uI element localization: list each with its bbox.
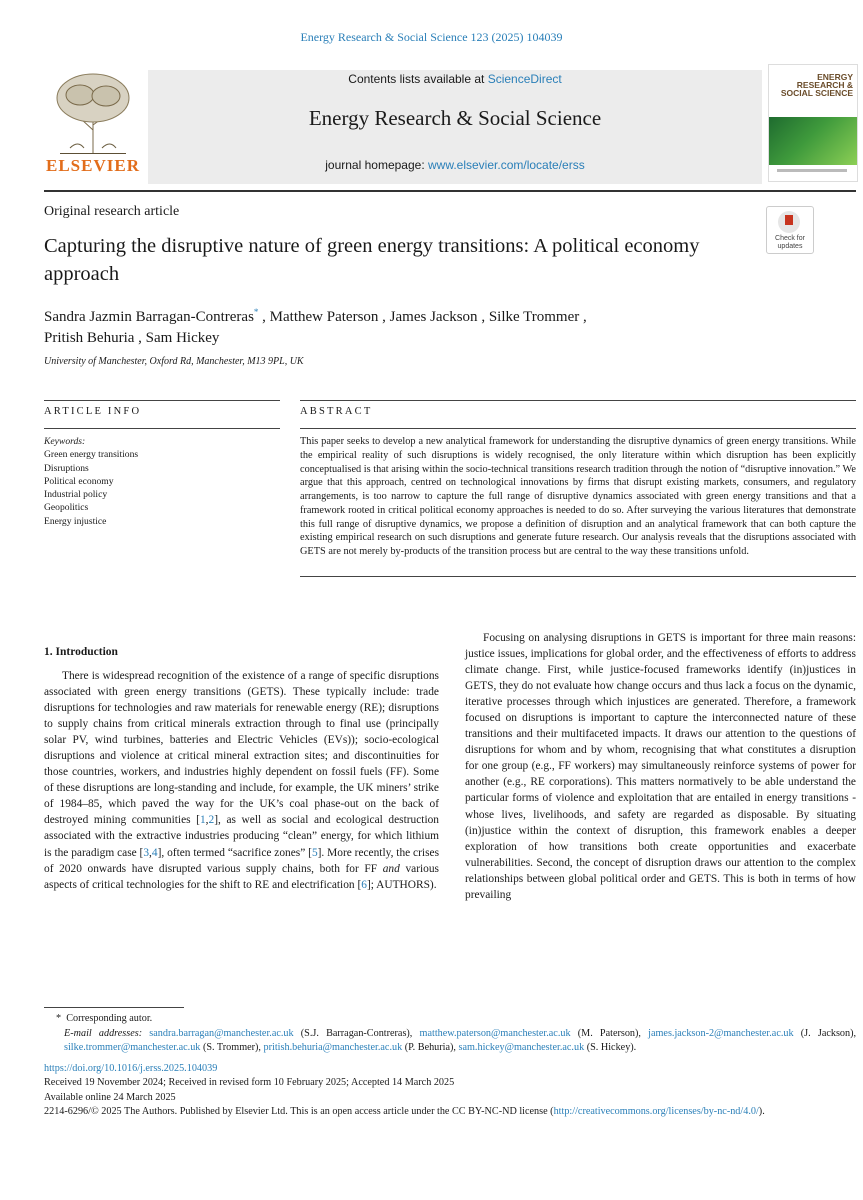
- email-addresses: E-mail addresses: sandra.barragan@manchester.ac.uk (S.J. Barragan-Contreras), matthew.paterson@manchester.ac.uk (M. Paterson), james.jackson-2@manchester.ac.uk (J. Jackson), silke.trommer@manchester.ac.uk (S. Trommer), pritish.behuria@manchester.ac.uk (P. Behuria), sam.hickey@manchester.ac.uk (S. Hickey).: [64, 1027, 857, 1053]
- cover-footer-bar: [777, 169, 847, 172]
- bookmark-icon: [785, 215, 793, 225]
- contents-prefix: Contents lists available at: [348, 72, 488, 86]
- check-for-updates-button[interactable]: [766, 206, 814, 254]
- article-info-rule: [44, 400, 280, 401]
- author-list: Sandra Jazmin Barragan-Contreras* , Matthew Paterson , James Jackson , Silke Trommer , Pritish Behuria , Sam Hickey: [44, 307, 587, 346]
- author-name[interactable]: Sam Hickey: [145, 330, 220, 346]
- email-link[interactable]: james.jackson-2@manchester.ac.uk: [648, 1027, 794, 1039]
- author-name[interactable]: Silke Trommer: [488, 309, 580, 325]
- cover-image: [769, 117, 857, 165]
- elsevier-tree-icon: [50, 70, 136, 154]
- email-link[interactable]: pritish.behuria@manchester.ac.uk: [263, 1042, 403, 1053]
- reference-link[interactable]: 4: [151, 846, 158, 859]
- corresponding-note: * Corresponding autor.: [56, 1013, 153, 1024]
- section-heading-introduction: 1. Introduction: [44, 646, 118, 658]
- keyword: Energy injustice: [44, 515, 107, 527]
- author-name[interactable]: Matthew Paterson: [269, 309, 379, 325]
- affiliation: University of Manchester, Oxford Rd, Manchester, M13 9PL, UK: [44, 356, 304, 367]
- homepage-prefix: journal homepage:: [325, 158, 428, 172]
- intro-paragraph-left: There is widespread recognition of the existence of a range of specific disruptions associated with green energy transitions (GETS). These typically include: trade disruptions for technologies and raw materials for renewable energy (RE); disruptions to supply chains from critical minerals extraction through to final use (principally solar PV, wind turbines, batteries and Electric Vehicles (EVs)); socio-ecological disruptions and violence at critical mineral extraction sites; and discontinuities for those countries, workers, and industries highly dependent on fossil fuels (FF). Some of these disruptions are long-standing and include, for example, the UK miners’ strike of 1984–85, which paved the way for the UK’s coal phase-out on the back of destroyed mining communities [1,2], as well as social and ecological destruction associated with the extractive industries producing “clean” energy, for which lithium is the paradigm case [3,4], often termed “sacrifice zones” [5]. More recently, the crises of 2020 onwards have disrupted various supply chains, both for FF and various aspects of critical technologies for the shift to RE and electrification [6]; AUTHORS).: [44, 670, 440, 891]
- elsevier-logo: [44, 70, 142, 180]
- journal-citation[interactable]: Energy Research & Social Science 123 (2025) 104039: [300, 30, 563, 44]
- keywords-label: Keywords:: [44, 436, 86, 447]
- license-link[interactable]: http://creativecommons.org/licenses/by-nc-nd/4.0/: [553, 1106, 759, 1117]
- corresponding-author-mark[interactable]: *: [253, 307, 259, 317]
- keywords-section: [44, 435, 280, 528]
- keyword: Industrial policy: [44, 489, 108, 501]
- footnote-divider: [44, 1007, 184, 1008]
- keyword: Disruptions: [44, 462, 89, 474]
- email-link[interactable]: matthew.paterson@manchester.ac.uk: [419, 1027, 571, 1039]
- journal-cover-thumbnail[interactable]: [768, 64, 858, 182]
- abstract-text: This paper seeks to develop a new analytical framework for understanding the disruptive dynamics of green energy transitions. While the empirical reality of such disruptions is widely recognised, the only literature within which disruption has been explicitly conceptualised is that arising within the socio-technical transitions research tradition through the notion of “disruptive innovation.” We argue that this approach, centred on technological innovations by firms that disrupt existing markets, consumers, and regulatory arrangements, is too narrow to capture the full range of disruptive dynamics associated with green energy transitions and that a framework rooted in critical political economy approaches is needed to do so. After surveying the various literatures that demonstrate this full range of disruptive dynamics, we propose a definition of disruption and an analytical framework that can both capture the existing empirical research on such disruptions and generate future research. Our analysis reveals that the disruptions associated with GETS are not merely by-products of the transition process but are central to the way these transitions unfold.: [300, 436, 856, 557]
- contents-line: [148, 72, 762, 86]
- abstract-end-rule: [300, 576, 856, 577]
- header-divider: [44, 190, 856, 192]
- reference-link[interactable]: 5: [311, 846, 318, 859]
- sciencedirect-link[interactable]: ScienceDirect: [487, 72, 562, 86]
- keyword: Green energy transitions: [44, 449, 139, 461]
- reference-link[interactable]: 2: [208, 814, 215, 827]
- footnotes: [44, 1012, 856, 1120]
- keyword: Political economy: [44, 475, 114, 487]
- reference-link[interactable]: 6: [361, 878, 367, 891]
- email-link[interactable]: silke.trommer@manchester.ac.uk: [64, 1042, 201, 1053]
- reference-link[interactable]: 1: [199, 814, 206, 827]
- doi-link[interactable]: https://doi.org/10.1016/j.erss.2025.104039: [44, 1062, 218, 1074]
- article-title: Capturing the disruptive nature of green energy transitions: A political economy approach: [44, 235, 700, 285]
- cover-title: ENERGY RESEARCH & SOCIAL SCIENCE: [780, 72, 853, 98]
- received-dates: Received 19 November 2024; Received in revised form 10 February 2025; Accepted 14 March 2025: [44, 1077, 455, 1088]
- license-statement: 2214-6296/© 2025 The Authors. Published by Elsevier Ltd. This is an open access article under the CC BY-NC-ND license (http://creativecommons.org/licenses/by-nc-nd/4.0/).: [44, 1106, 765, 1117]
- keyword: Geopolitics: [44, 502, 89, 514]
- author-name[interactable]: Pritish Behuria: [44, 330, 135, 346]
- homepage-link[interactable]: www.elsevier.com/locate/erss: [428, 158, 585, 172]
- intro-paragraph-right: Focusing on analysing disruptions in GETS is important for three main reasons: justice issues, implications for global order, and the effectiveness of efforts to address climate change. First, while justice-focused frameworks identify (in)justices in GETS, they do not evaluate how change occurs and thus lack a focus on the dynamic, iterative processes through which injustices are generated. Therefore, a framework focused on disruptions is important to capture the interconnected nature of these transitions and their multifaceted impacts. It draws our attention to the questions of disruptions for whom and by whom, recognising that what constitutes a disruption for one group (e.g., FF workers) may simultaneously reinforce systems of power for another (e.g., RE corporations). This matters normatively to be able understand the particular forms of violence and exploitation that are entailed in energy transitions - whose lives, livelihoods, and safety are regarded as disposable. By situating (in)justice within the context of disruption, this framework enables a deeper exploration of how transitions both create opportunities and exacerbate vulnerabilities. Second, the concept of disruption draws our attention to the complex relationships between global political order and GETS. This is both in terms of how prevailing: [465, 632, 856, 901]
- email-link[interactable]: sandra.barragan@manchester.ac.uk: [149, 1027, 294, 1039]
- article-info-rule: [44, 428, 280, 429]
- abstract-rule: [300, 428, 856, 429]
- abstract-heading: ABSTRACT: [300, 406, 373, 417]
- author-name[interactable]: James Jackson: [389, 309, 478, 325]
- article-info-heading: ARTICLE INFO: [44, 406, 142, 417]
- journal-title: Energy Research & Social Science: [308, 106, 602, 130]
- abstract-rule: [300, 400, 856, 401]
- check-updates-label: Check for updates: [775, 235, 805, 250]
- article-type: Original research article: [44, 204, 180, 219]
- publisher-name: ELSEVIER: [46, 156, 140, 175]
- available-online: Available online 24 March 2025: [44, 1091, 176, 1103]
- author-name[interactable]: Sandra Jazmin Barragan-Contreras: [44, 309, 254, 325]
- homepage-line: [148, 158, 762, 172]
- reference-link[interactable]: 3: [143, 846, 150, 859]
- email-link[interactable]: sam.hickey@manchester.ac.uk: [458, 1042, 585, 1053]
